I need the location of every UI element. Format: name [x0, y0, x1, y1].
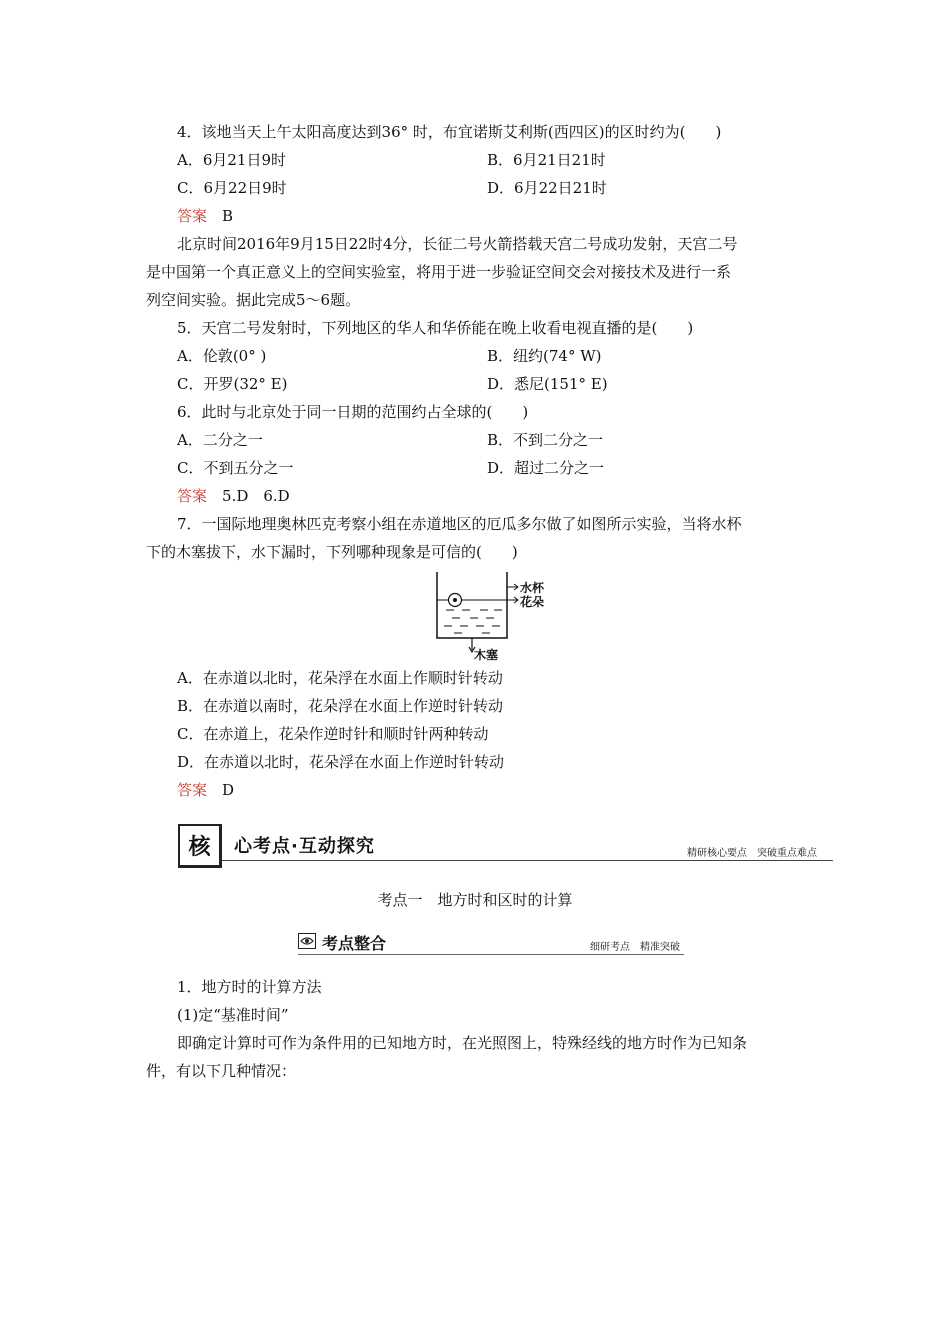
q5-stem: 5．天宫二号发射时，下列地区的华人和华侨能在晚上收看电视直播的是( ) [177, 319, 694, 337]
q4-option-a: A．6月21日9时 [177, 151, 287, 169]
q4-answer [177, 206, 233, 226]
intro-line-1: 北京时间2016年9月15日22时4分，长征二号火箭搭载天宫二号成功发射，天宫二号 [177, 235, 738, 253]
q7-stem-line-1: 7．一国际地理奥林匹克考察小组在赤道地区的厄瓜多尔做了如图所示实验，当将水杯 [177, 515, 742, 533]
answer-label: 答案 [177, 207, 208, 225]
q5-option-a: A．伦敦(0° ) [177, 347, 267, 365]
banner-rule [222, 860, 833, 861]
banner-title: 心考点·互动探究 [234, 836, 375, 857]
q7-option-d: D．在赤道以北时，花朵浮在水面上作逆时针转动 [177, 753, 505, 771]
q6-stem: 6．此时与北京处于同一日期的范围约占全球的( ) [177, 403, 529, 421]
q6-option-d: D．超过二分之一 [487, 459, 605, 477]
answer-value: 5.D 6.D [222, 487, 290, 505]
answer-value: D [222, 781, 235, 799]
sub-banner-rule [298, 954, 684, 955]
label-plug: 木塞 [474, 648, 499, 662]
body-para-line-2: 件，有以下几种情况： [146, 1062, 297, 1080]
answer-label: 答案 [177, 487, 208, 505]
intro-line-2: 是中国第一个真正意义上的空间实验室，将用于进一步验证空间交会对接技术及进行一系 [146, 263, 732, 281]
q5-option-d: D．悉尼(151° E) [487, 375, 608, 393]
intro-line-3: 列空间实验。据此完成5～6题。 [146, 291, 361, 309]
q6-option-c: C．不到五分之一 [177, 459, 294, 477]
q6-option-b: B．不到二分之一 [487, 431, 604, 449]
q7-answer [177, 780, 234, 800]
cup-experiment-figure [432, 570, 552, 660]
core-section-banner [178, 824, 833, 872]
q4-option-d: D．6月22日21时 [487, 179, 607, 197]
q7-stem-line-2: 下的木塞拔下，水下漏时，下列哪种现象是可信的( ) [146, 543, 518, 561]
sub-banner [298, 930, 684, 958]
body-para-line-1: 即确定计算时可作为条件用的已知地方时，在光照图上，特殊经线的地方时作为已知条 [177, 1034, 748, 1052]
label-cup: 水杯 [520, 581, 545, 595]
q6-answer [177, 486, 290, 506]
body-heading-2: (1)定“基准时间” [177, 1006, 289, 1024]
q4-stem: 4．该地当天上午太阳高度达到36° 时，布宜诺斯艾利斯(西四区)的区时约为( ) [177, 123, 722, 141]
q7-option-c: C．在赤道上，花朵作逆时针和顺时针两种转动 [177, 725, 489, 743]
q5-option-b: B．纽约(74° W) [487, 347, 602, 365]
banner-box-char: 核 [178, 824, 222, 868]
banner-subtitle: 精研核心要点 突破重点难点 [687, 848, 817, 859]
q6-option-a: A．二分之一 [177, 431, 263, 449]
q7-option-b: B．在赤道以南时，花朵浮在水面上作逆时针转动 [177, 697, 504, 715]
q4-option-b: B．6月21日21时 [487, 151, 606, 169]
sub-banner-title: 考点整合 [322, 934, 387, 953]
eye-icon [298, 933, 316, 949]
flower-icon [449, 594, 462, 607]
body-heading-1: 1．地方时的计算方法 [177, 978, 322, 996]
section-title: 考点一 地方时和区时的计算 [377, 891, 573, 909]
q5-option-c: C．开罗(32° E) [177, 375, 288, 393]
sub-banner-subtitle: 细研考点 精准突破 [590, 942, 680, 953]
answer-label: 答案 [177, 781, 208, 799]
label-flower: 花朵 [520, 595, 545, 609]
q7-option-a: A．在赤道以北时，花朵浮在水面上作顺时针转动 [177, 669, 503, 687]
answer-value: B [222, 207, 234, 225]
q4-option-c: C．6月22日9时 [177, 179, 287, 197]
